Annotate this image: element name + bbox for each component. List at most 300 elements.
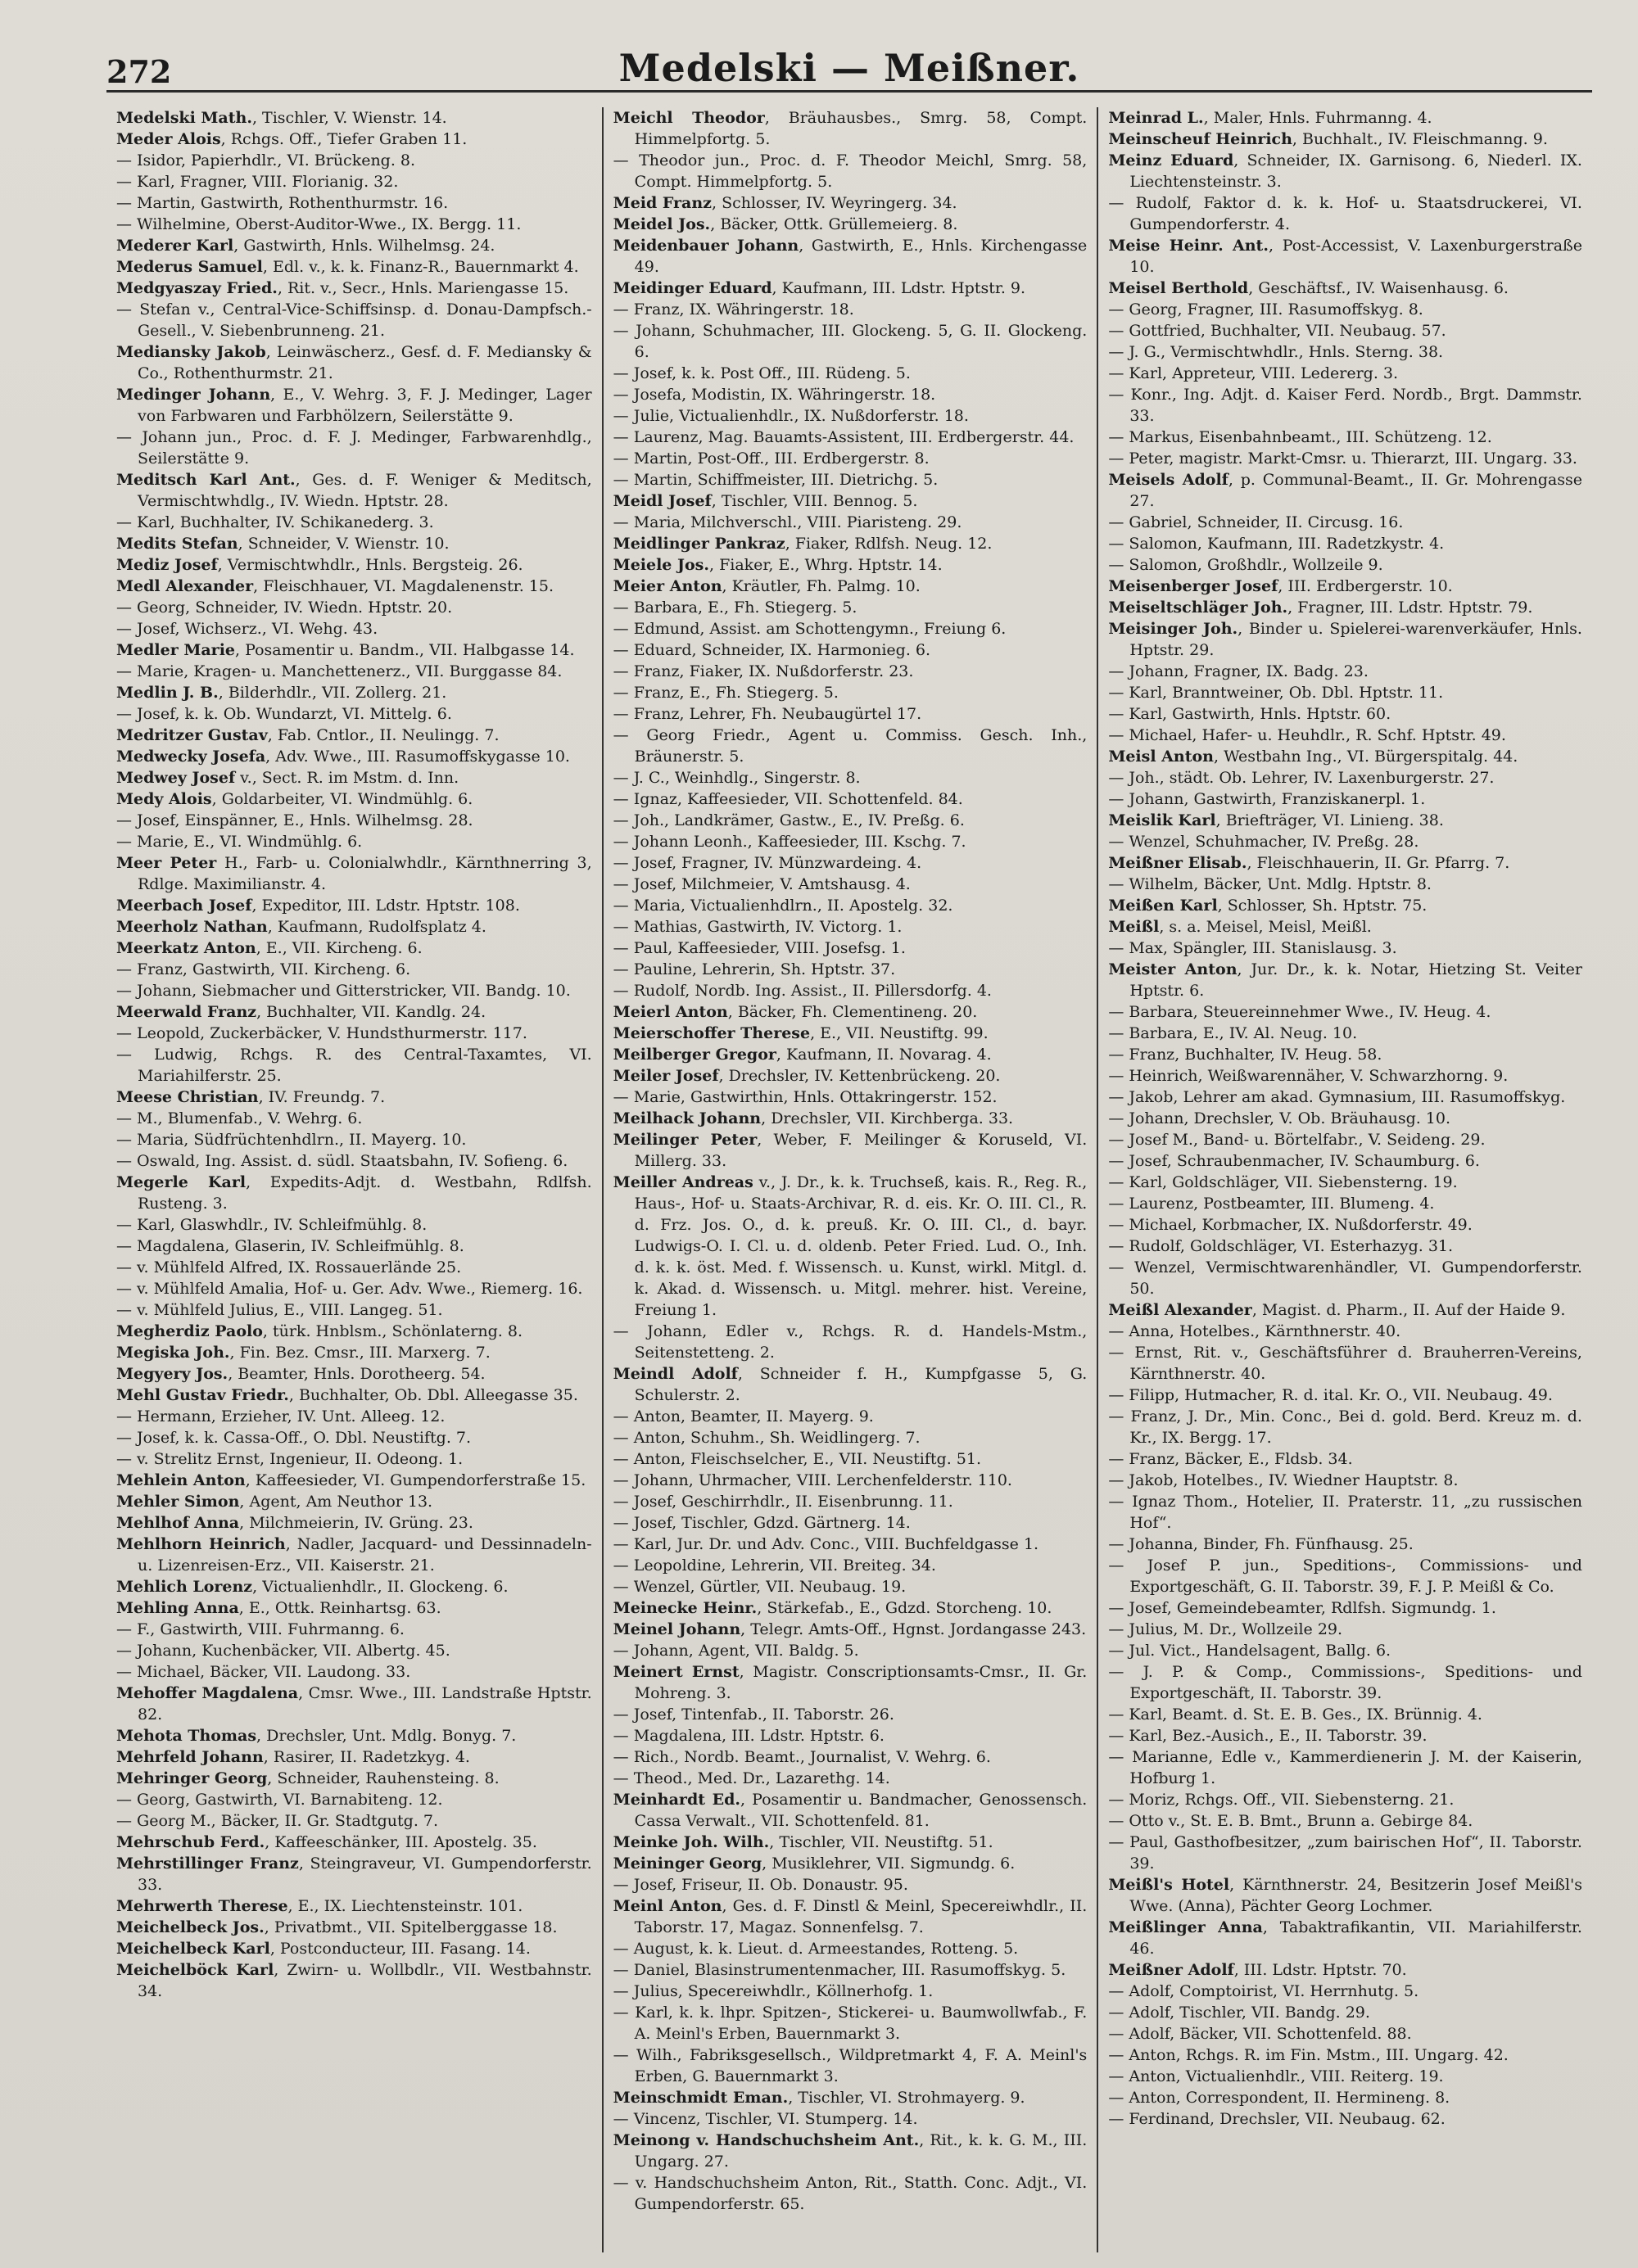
- entry-details: — J. C., Weinhdlg., Singerstr. 8.: [613, 769, 861, 787]
- entry-details: — Otto v., St. E. B. Bmt., Brunn a. Gebirge 84.: [1108, 1812, 1473, 1830]
- entry-details: — Stefan v., Central-Vice-Schiffsinsp. d. Donau-Dampfsch.-Gesell., V. Siebenbrunneng. 21.: [116, 300, 592, 340]
- entry-surname: Meise Heinr. Ant.: [1108, 237, 1269, 255]
- entry-surname: Medler Marie: [116, 641, 235, 659]
- entry-details: , Bäcker, Fh. Clementineng. 20.: [727, 1003, 978, 1021]
- entry-details: — Michael, Korbmacher, IX. Nußdorferstr. 49.: [1108, 1216, 1473, 1234]
- entry-details: — Joh., städt. Ob. Lehrer, IV. Laxenburgerstr. 27.: [1108, 769, 1495, 787]
- entry-details: — Franz, Bäcker, E., Fldsb. 34.: [1108, 1450, 1353, 1468]
- entry-details: , III. Ldstr. Hptstr. 70.: [1233, 1961, 1407, 1979]
- directory-entry: [116, 299, 592, 341]
- entry-details: , Buchhalt., IV. Fleischmanng. 9.: [1292, 130, 1548, 148]
- entry-details: , Kräutler, Fh. Palmg. 10.: [722, 577, 921, 595]
- entry-surname: Meinhardt Ed.: [613, 1791, 741, 1809]
- entry-details: , Schneider f. H., Kumpfgasse 5, G. Schulerstr. 2.: [634, 1365, 1088, 1404]
- directory-entry: [613, 1427, 1088, 1448]
- entry-details: , Post-Accessist, V. Laxenburgerstraße 10.: [1129, 237, 1582, 276]
- directory-entry: [1108, 1321, 1582, 1342]
- entry-surname: Meinecke Heinr.: [613, 1599, 758, 1617]
- entry-details: — Josef P. jun., Speditions-, Commissions- und Exportgeschäft, G. II. Taborstr. 39, F. J. P. Meißl & Co.: [1108, 1556, 1582, 1596]
- entry-details: — Gottfried, Buchhalter, VII. Neubaug. 57.: [1108, 322, 1446, 340]
- column-1: [106, 107, 602, 2252]
- entry-surname: Meilinger Peter: [613, 1131, 758, 1149]
- entry-details: — Wenzel, Gürtler, VII. Neubaug. 19.: [613, 1578, 907, 1596]
- entry-details: — Johann, Gastwirth, Franziskanerpl. 1.: [1108, 790, 1426, 808]
- directory-entry: [613, 1597, 1088, 1619]
- entry-details: , p. Communal-Beamt., II. Gr. Mohrengasse 27.: [1129, 471, 1582, 510]
- directory-entry: [613, 916, 1088, 937]
- directory-entry: [613, 1853, 1088, 1874]
- directory-entry: [613, 895, 1088, 916]
- entry-details: , Fleischhauer, VI. Magdalenenstr. 15.: [253, 577, 554, 595]
- entry-details: , Bilderhdlr., VII. Zollerg. 21.: [218, 684, 447, 702]
- entry-details: — Vincenz, Tischler, VI. Stumperg. 14.: [613, 2110, 918, 2128]
- entry-details: — Laurenz, Postbeamter, III. Blumeng. 4.: [1108, 1195, 1435, 1213]
- directory-entry: [116, 1385, 592, 1406]
- entry-details: — Anton, Fleischselcher, E., VII. Neustiftg. 51.: [613, 1450, 982, 1468]
- directory-entry: [613, 554, 1088, 576]
- entry-details: — Johann Leonh., Kaffeesieder, III. Kschg. 7.: [613, 833, 966, 851]
- entry-details: — Karl, Jur. Dr. und Adv. Conc., VIII. Buchfeldgasse 1.: [613, 1535, 1039, 1553]
- entry-details: , Edl. v., k. k. Finanz-R., Bauernmarkt 4.: [262, 258, 579, 276]
- entry-surname: Meinke Joh. Wilh.: [613, 1833, 770, 1851]
- directory-entry: [613, 1555, 1088, 1576]
- entry-details: , III. Erdbergerstr. 10.: [1278, 577, 1453, 595]
- directory-entry: [116, 512, 592, 533]
- entry-surname: Mederer Karl: [116, 237, 234, 255]
- entry-details: , Binder u. Spielerei-warenverkäufer, Hnls. Hptstr. 29.: [1129, 620, 1582, 659]
- entry-details: , Victualienhdlr., II. Glockeng. 6.: [252, 1578, 509, 1596]
- entry-surname: Meerwald Franz: [116, 1003, 257, 1021]
- directory-entry: [1108, 1385, 1582, 1406]
- entry-surname: Medits Stefan: [116, 535, 238, 553]
- entry-details: , Rasirer, II. Radetzkyg. 4.: [263, 1748, 470, 1766]
- entry-details: — Karl, Appreteur, VIII. Ledererg. 3.: [1108, 364, 1399, 382]
- entry-details: , E., Ottk. Reinhartsg. 63.: [238, 1599, 441, 1617]
- entry-details: , Tabaktrafikantin, VII. Mariahilferstr. 46.: [1129, 1918, 1582, 1958]
- directory-entry: [613, 852, 1088, 874]
- entry-details: — Martin, Gastwirth, Rothenthurmstr. 16.: [116, 194, 449, 212]
- directory-entry: [1108, 1832, 1582, 1874]
- entry-surname: Mediansky Jakob: [116, 343, 266, 361]
- entry-details: — v. Mühlfeld Alfred, IX. Rossauerlände 25.: [116, 1258, 462, 1276]
- entry-details: — Johann, Fragner, IX. Badg. 23.: [1108, 662, 1369, 680]
- entry-details: , Gastwirth, E., Hnls. Kirchengasse 49.: [634, 237, 1088, 276]
- entry-details: — Franz, Lehrer, Fh. Neubaugürtel 17.: [613, 705, 922, 723]
- directory-entry: [116, 980, 592, 1001]
- entry-surname: Meisl Anton: [1108, 748, 1214, 766]
- entry-details: , Weber, F. Meilinger & Koruseld, VI. Millerg. 33.: [634, 1131, 1088, 1170]
- directory-entry: [116, 1129, 592, 1150]
- entry-surname: Mehlhof Anna: [116, 1514, 240, 1532]
- entry-details: , Kaufmann, Rudolfsplatz 4.: [267, 918, 486, 936]
- directory-entry: [613, 427, 1088, 448]
- entry-surname: Meidel Jos.: [613, 215, 711, 233]
- entry-surname: Meinong v. Handschuchsheim Ant.: [613, 2131, 920, 2149]
- entry-surname: Meinz Eduard: [1108, 151, 1234, 169]
- directory-entry: [116, 810, 592, 831]
- entry-details: — Marianne, Edle v., Kammerdienerin J. M. der Kaiserin, Hofburg 1.: [1108, 1748, 1582, 1787]
- entry-details: — Anna, Hotelbes., Kärnthnerstr. 40.: [1108, 1322, 1401, 1340]
- entry-details: — v. Handschuchsheim Anton, Rit., Statth. Conc. Adjt., VI. Gumpendorferstr. 65.: [613, 2174, 1088, 2213]
- entry-details: — Leopold, Zuckerbäcker, V. Hundsthurmerstr. 117.: [116, 1024, 527, 1042]
- entry-surname: Meisinger Joh.: [1108, 620, 1238, 638]
- entry-details: — Adolf, Tischler, VII. Bandg. 29.: [1108, 2004, 1370, 2022]
- directory-entry: [1108, 1172, 1582, 1193]
- entry-surname: Meerbach Josef: [116, 897, 252, 915]
- directory-entry: [1108, 1257, 1582, 1299]
- directory-entry: [116, 1832, 592, 1853]
- entry-surname: Mehrfeld Johann: [116, 1748, 264, 1766]
- entry-details: — Karl, Fragner, VIII. Florianig. 32.: [116, 173, 399, 191]
- directory-entry: [116, 916, 592, 937]
- directory-entry: [116, 1236, 592, 1257]
- directory-entry: [116, 1150, 592, 1172]
- entry-surname: Meißner Adolf: [1108, 1961, 1234, 1979]
- directory-entry: [116, 831, 592, 852]
- entry-surname: Meißlinger Anna: [1108, 1918, 1263, 1936]
- directory-entry: [613, 1576, 1088, 1597]
- entry-surname: Mehlhorn Heinrich: [116, 1535, 286, 1553]
- directory-entry: [116, 767, 592, 788]
- directory-entry: [613, 1129, 1088, 1172]
- entry-surname: Meinert Ernst: [613, 1663, 740, 1681]
- entry-surname: Megherdiz Paolo: [116, 1322, 263, 1340]
- directory-entry: [1108, 1065, 1582, 1087]
- directory-entry: [1108, 1981, 1582, 2002]
- directory-entry: [1108, 1193, 1582, 1214]
- directory-entry: [613, 597, 1088, 618]
- entry-surname: Meerkatz Anton: [116, 939, 256, 957]
- entry-details: — Rudolf, Goldschläger, VI. Esterhazyg. 31.: [1108, 1237, 1454, 1255]
- directory-entry: [1108, 2002, 1582, 2023]
- entry-details: , Schneider, Rauhensteing. 8.: [267, 1769, 500, 1787]
- entry-details: , Gastwirth, Hnls. Wilhelmsg. 24.: [233, 237, 495, 255]
- directory-entry: [1108, 895, 1582, 916]
- entry-details: — Josef, Schraubenmacher, IV. Schaumburg. 6.: [1108, 1152, 1480, 1170]
- directory-entry: [613, 384, 1088, 405]
- directory-entry: [116, 235, 592, 256]
- entry-surname: Meiseltschläger Joh.: [1108, 599, 1288, 617]
- directory-entry: [613, 405, 1088, 427]
- directory-entry: [613, 1981, 1088, 2002]
- directory-entry: [613, 1619, 1088, 1640]
- entry-details: — M., Blumenfab., V. Wehrg. 6.: [116, 1109, 363, 1127]
- directory-entry: [116, 1895, 592, 1917]
- directory-entry: [1108, 1959, 1582, 1981]
- entry-surname: Medy Alois: [116, 790, 212, 808]
- entry-details: — Ferdinand, Drechsler, VII. Neubaug. 62.: [1108, 2110, 1446, 2128]
- entry-details: — Anton, Rchgs. R. im Fin. Mstm., III. Ungarg. 42.: [1108, 2046, 1509, 2064]
- directory-entry: [613, 490, 1088, 512]
- entry-details: — Adolf, Comptoirist, VI. Herrnhutg. 5.: [1108, 1982, 1419, 2000]
- entry-surname: Medelski Math.: [116, 109, 252, 127]
- directory-entry: [613, 1661, 1088, 1704]
- entry-surname: Meichelbeck Karl: [116, 1940, 270, 1958]
- entry-details: , türk. Hnblsm., Schönlaterng. 8.: [262, 1322, 523, 1340]
- directory-entry: [1108, 1789, 1582, 1810]
- entry-surname: Meidinger Eduard: [613, 279, 772, 297]
- entry-details: — Josefa, Modistin, IX. Währingerstr. 18.: [613, 386, 936, 404]
- entry-surname: Mehling Anna: [116, 1599, 239, 1617]
- entry-surname: Meierl Anton: [613, 1003, 728, 1021]
- entry-details: — Josef, Einspänner, E., Hnls. Wilhelmsg. 28.: [116, 811, 473, 829]
- entry-details: — Georg, Gastwirth, VI. Barnabiteng. 12.: [116, 1791, 443, 1809]
- entry-surname: Meinscheuf Heinrich: [1108, 130, 1292, 148]
- directory-entry: [1108, 1001, 1582, 1023]
- directory-entry: [1108, 2087, 1582, 2108]
- directory-entry: [613, 1746, 1088, 1768]
- entry-surname: Meisels Adolf: [1108, 471, 1228, 489]
- entry-details: — Maria, Südfrüchtenhdlrn., II. Mayerg. 10.: [116, 1131, 467, 1149]
- directory-entry: [116, 341, 592, 384]
- directory-entry: [116, 554, 592, 576]
- directory-entry: [1108, 2023, 1582, 2044]
- directory-entry: [1108, 320, 1582, 341]
- entry-details: — Karl, Beamt. d. St. E. B. Ges., IX. Brünnig. 4.: [1108, 1706, 1482, 1724]
- columns-container: [106, 107, 1592, 2252]
- directory-entry: [613, 703, 1088, 725]
- directory-entry: [1108, 1619, 1582, 1640]
- directory-entry: [1108, 469, 1582, 512]
- entry-details: — Paul, Kaffeesieder, VIII. Josefsg. 1.: [613, 939, 906, 957]
- directory-entry: [1108, 427, 1582, 448]
- entry-surname: Mehlich Lorenz: [116, 1578, 253, 1596]
- directory-entry: [613, 1406, 1088, 1427]
- directory-entry: [1108, 1214, 1582, 1236]
- entry-details: — Ignaz Thom., Hotelier, II. Praterstr. 11, „zu russischen Hof“.: [1108, 1493, 1582, 1532]
- directory-entry: [1108, 767, 1582, 788]
- entry-details: — Wilhelm, Bäcker, Unt. Mdlg. Hptstr. 8.: [1108, 875, 1432, 893]
- entry-details: , Adv. Wwe., III. Rasumoffskygasse 10.: [265, 748, 570, 766]
- directory-entry: [613, 363, 1088, 384]
- directory-entry: [1108, 746, 1582, 767]
- entry-surname: Meißen Karl: [1108, 897, 1218, 915]
- entry-details: , Fiaker, Rdlfsh. Neug. 12.: [785, 535, 993, 553]
- directory-entry: [116, 1619, 592, 1640]
- entry-details: — Johann, Schuhmacher, III. Glockeng. 5, G. II. Glockeng. 6.: [613, 322, 1088, 361]
- entry-surname: Meißl Alexander: [1108, 1301, 1252, 1319]
- directory-entry: [1108, 2044, 1582, 2066]
- directory-entry: [613, 1108, 1088, 1129]
- directory-entry: [1108, 1236, 1582, 1257]
- entry-details: — Salomon, Kaufmann, III. Radetzkystr. 4.: [1108, 535, 1445, 553]
- entry-details: — Johann, Agent, VII. Baldg. 5.: [613, 1642, 859, 1660]
- entry-details: — Ludwig, Rchgs. R. des Central-Taxamtes, VI. Mariahilferstr. 25.: [116, 1046, 592, 1085]
- directory-entry: [613, 235, 1088, 278]
- entry-details: , Kaufmann, III. Ldstr. Hptstr. 9.: [771, 279, 1026, 297]
- directory-entry: [1108, 1491, 1582, 1534]
- directory-entry: [116, 1683, 592, 1725]
- directory-entry: [116, 150, 592, 171]
- entry-details: — Karl, Bez.-Ausich., E., II. Taborstr. 39.: [1108, 1727, 1428, 1745]
- entry-details: , Kaufmann, II. Novarag. 4.: [776, 1046, 992, 1064]
- directory-entry: [613, 1832, 1088, 1853]
- directory-entry: [1108, 810, 1582, 831]
- entry-surname: Mehl Gustav Friedr.: [116, 1386, 289, 1404]
- directory-entry: [1108, 682, 1582, 703]
- entry-surname: Meier Anton: [613, 577, 722, 595]
- entry-details: — Daniel, Blasinstrumentenmacher, III. Rasumoffskyg. 5.: [613, 1961, 1066, 1979]
- entry-details: H., Farb- u. Colonialwhdlr., Kärnthnerring 3, Rdlge. Maximilianstr. 4.: [138, 854, 592, 893]
- directory-entry: [116, 1299, 592, 1321]
- entry-details: , Bräuhausbes., Smrg. 58, Compt. Himmelpfortg. 5.: [634, 109, 1088, 148]
- directory-entry: [116, 1172, 592, 1214]
- entry-details: — Georg, Fragner, III. Rasumoffskyg. 8.: [1108, 300, 1423, 319]
- directory-entry: [613, 2172, 1088, 2215]
- directory-entry: [613, 1044, 1088, 1065]
- entry-details: v., Sect. R. im Mstm. d. Inn.: [235, 769, 459, 787]
- directory-entry: [116, 107, 592, 129]
- entry-surname: Mehler Simon: [116, 1493, 240, 1511]
- entry-details: , IV. Freundg. 7.: [258, 1088, 386, 1106]
- entry-details: — Barbara, Steuereinnehmer Wwe., IV. Heug. 4.: [1108, 1003, 1491, 1021]
- entry-surname: Mehlein Anton: [116, 1471, 246, 1489]
- directory-entry: [613, 1321, 1088, 1363]
- entry-details: — Wenzel, Schuhmacher, IV. Preßg. 28.: [1108, 833, 1419, 851]
- entry-details: , Expeditor, III. Ldstr. Hptstr. 108.: [251, 897, 520, 915]
- directory-entry: [116, 1853, 592, 1895]
- entry-surname: Megiska Joh.: [116, 1344, 230, 1362]
- entry-details: , Agent, Am Neuthor 13.: [239, 1493, 433, 1511]
- entry-details: , Tischler, V. Wienstr. 14.: [251, 109, 447, 127]
- entry-details: , Postconducteur, III. Fasang. 14.: [269, 1940, 531, 1958]
- entry-surname: Meisel Berthold: [1108, 279, 1249, 297]
- directory-entry: [1108, 235, 1582, 278]
- entry-details: — Michael, Hafer- u. Heuhdlr., R. Schf. Hptstr. 49.: [1108, 726, 1506, 744]
- entry-details: — Josef, Tischler, Gdzd. Gärtnerg. 14.: [613, 1514, 911, 1532]
- directory-entry: [116, 725, 592, 746]
- directory-entry: [1108, 576, 1582, 597]
- directory-entry: [1108, 512, 1582, 533]
- directory-entry: [1108, 1661, 1582, 1704]
- entry-surname: Meidlinger Pankraz: [613, 535, 785, 553]
- directory-entry: [613, 1938, 1088, 1959]
- directory-entry: [116, 171, 592, 192]
- directory-entry: [613, 959, 1088, 980]
- entry-details: — Heinrich, Weißwarennäher, V. Schwarzhorng. 9.: [1108, 1067, 1509, 1085]
- entry-details: — Adolf, Bäcker, VII. Schottenfeld. 88.: [1108, 2025, 1412, 2043]
- directory-entry: [613, 1470, 1088, 1491]
- directory-entry: [1108, 959, 1582, 1001]
- directory-entry: [116, 1938, 592, 1959]
- directory-entry: [116, 1810, 592, 1832]
- directory-entry: [116, 1725, 592, 1746]
- entry-details: — Ernst, Rit. v., Geschäftsführer d. Brauherren-Vereins, Kärnthnerstr. 40.: [1108, 1344, 1582, 1383]
- directory-entry: [1108, 874, 1582, 895]
- entry-details: , Fleischhauerin, II. Gr. Pfarrg. 7.: [1247, 854, 1510, 872]
- directory-entry: [116, 192, 592, 214]
- directory-entry: [116, 1363, 592, 1385]
- directory-entry: [1108, 1725, 1582, 1746]
- entry-details: — Johanna, Binder, Fh. Fünfhausg. 25.: [1108, 1535, 1414, 1553]
- entry-details: — Laurenz, Mag. Bauamts-Assistent, III. Erdbergerstr. 44.: [613, 428, 1075, 446]
- entry-details: — Josef, Wichserz., VI. Wehg. 43.: [116, 620, 378, 638]
- entry-details: — J. P. & Comp., Commissions-, Speditions- und Exportgeschäft, II. Taborstr. 39.: [1108, 1663, 1582, 1702]
- directory-entry: [613, 639, 1088, 661]
- directory-entry: [116, 1534, 592, 1576]
- entry-details: , Kärnthnerstr. 24, Besitzerin Josef Meißl's Wwe. (Anna), Pächter Georg Lochmer.: [1129, 1876, 1582, 1915]
- entry-details: — Filipp, Hutmacher, R. d. ital. Kr. O., VII. Neubaug. 49.: [1108, 1386, 1553, 1404]
- directory-entry: [116, 1321, 592, 1342]
- directory-entry: [613, 1491, 1088, 1512]
- entry-surname: Medlin J. B.: [116, 684, 219, 702]
- entry-details: , Tischler, VIII. Bennog. 5.: [711, 492, 918, 510]
- entry-details: — Josef, Friseur, II. Ob. Donaustr. 95.: [613, 1876, 908, 1894]
- directory-entry: [613, 2108, 1088, 2130]
- entry-surname: Meese Christian: [116, 1088, 259, 1106]
- entry-surname: Meichelböck Karl: [116, 1961, 274, 1979]
- directory-entry: [1108, 1810, 1582, 1832]
- directory-entry: [1108, 150, 1582, 192]
- entry-details: — Georg, Schneider, IV. Wiedn. Hptstr. 20.: [116, 599, 453, 617]
- directory-entry: [116, 469, 592, 512]
- entry-details: — Johann, Drechsler, V. Ob. Bräuhausg. 10.: [1108, 1109, 1451, 1127]
- entry-surname: Meinschmidt Eman.: [613, 2089, 789, 2107]
- directory-entry: [116, 256, 592, 278]
- running-title: Medelski — Meißner.: [618, 46, 1080, 90]
- directory-entry: [613, 1725, 1088, 1746]
- entry-surname: Mehrstillinger Franz: [116, 1855, 299, 1873]
- entry-details: , Musiklehrer, VII. Sigmundg. 6.: [762, 1855, 1016, 1873]
- entry-details: , Posamentir u. Bandmacher, Genossensch. Cassa Verwalt., VII. Schottenfeld. 81.: [634, 1791, 1088, 1830]
- directory-entry: [613, 1023, 1088, 1044]
- entry-details: — Franz, Fiaker, IX. Nußdorferstr. 23.: [613, 662, 914, 680]
- entry-details: — Martin, Post-Off., III. Erdbergerstr. 8.: [613, 450, 930, 468]
- entry-surname: Meilberger Gregor: [613, 1046, 776, 1064]
- entry-details: — Barbara, E., Fh. Stiegerg. 5.: [613, 599, 857, 617]
- entry-surname: Meidenbauer Johann: [613, 237, 799, 255]
- directory-entry: [116, 1087, 592, 1108]
- directory-entry: [613, 1087, 1088, 1108]
- directory-entry: [613, 874, 1088, 895]
- directory-entry: [613, 1704, 1088, 1725]
- directory-entry: [1108, 107, 1582, 129]
- directory-entry: [613, 1172, 1088, 1321]
- directory-entry: [116, 1661, 592, 1683]
- entry-details: — Jakob, Lehrer am akad. Gymnasium, III. Rasumoffskyg.: [1108, 1088, 1566, 1106]
- directory-entry: [1108, 1746, 1582, 1789]
- directory-entry: [1108, 703, 1582, 725]
- directory-entry: [1108, 725, 1582, 746]
- directory-entry: [1108, 533, 1582, 554]
- entry-surname: Meiler Josef: [613, 1067, 719, 1085]
- directory-entry: [116, 129, 592, 150]
- entry-surname: Mehrwerth Therese: [116, 1897, 288, 1915]
- directory-entry: [116, 682, 592, 703]
- directory-entry: [116, 746, 592, 767]
- entry-details: — Pauline, Lehrerin, Sh. Hptstr. 37.: [613, 960, 896, 978]
- entry-details: , Drechsler, VII. Kirchberga. 33.: [761, 1109, 1014, 1127]
- directory-entry: [613, 937, 1088, 959]
- entry-details: — Leopoldine, Lehrerin, VII. Breiteg. 34.: [613, 1556, 936, 1574]
- directory-entry: [116, 1512, 592, 1534]
- entry-details: — Julius, M. Dr., Wollzeile 29.: [1108, 1620, 1343, 1638]
- entry-details: , Beamter, Hnls. Dorotheerg. 54.: [228, 1365, 486, 1383]
- entry-details: , Cmsr. Wwe., III. Landstraße Hptstr. 82.: [138, 1684, 592, 1724]
- entry-details: , Schneider, IX. Garnisong. 6, Niederl. IX. Liechtensteinstr. 3.: [1129, 151, 1582, 191]
- directory-entry: [1108, 363, 1582, 384]
- directory-entry: [613, 576, 1088, 597]
- directory-entry: [1108, 448, 1582, 469]
- directory-entry: [116, 639, 592, 661]
- entry-surname: Meerholz Nathan: [116, 918, 268, 936]
- directory-entry: [116, 703, 592, 725]
- directory-entry: [613, 1512, 1088, 1534]
- entry-details: — Josef, Gemeindebeamter, Rdlfsh. Sigmundg. 1.: [1108, 1599, 1496, 1617]
- entry-details: — Moriz, Rchgs. Off., VII. Siebensterng. 21.: [1108, 1791, 1455, 1809]
- directory-entry: [613, 1363, 1088, 1406]
- entry-surname: Meislik Karl: [1108, 811, 1216, 829]
